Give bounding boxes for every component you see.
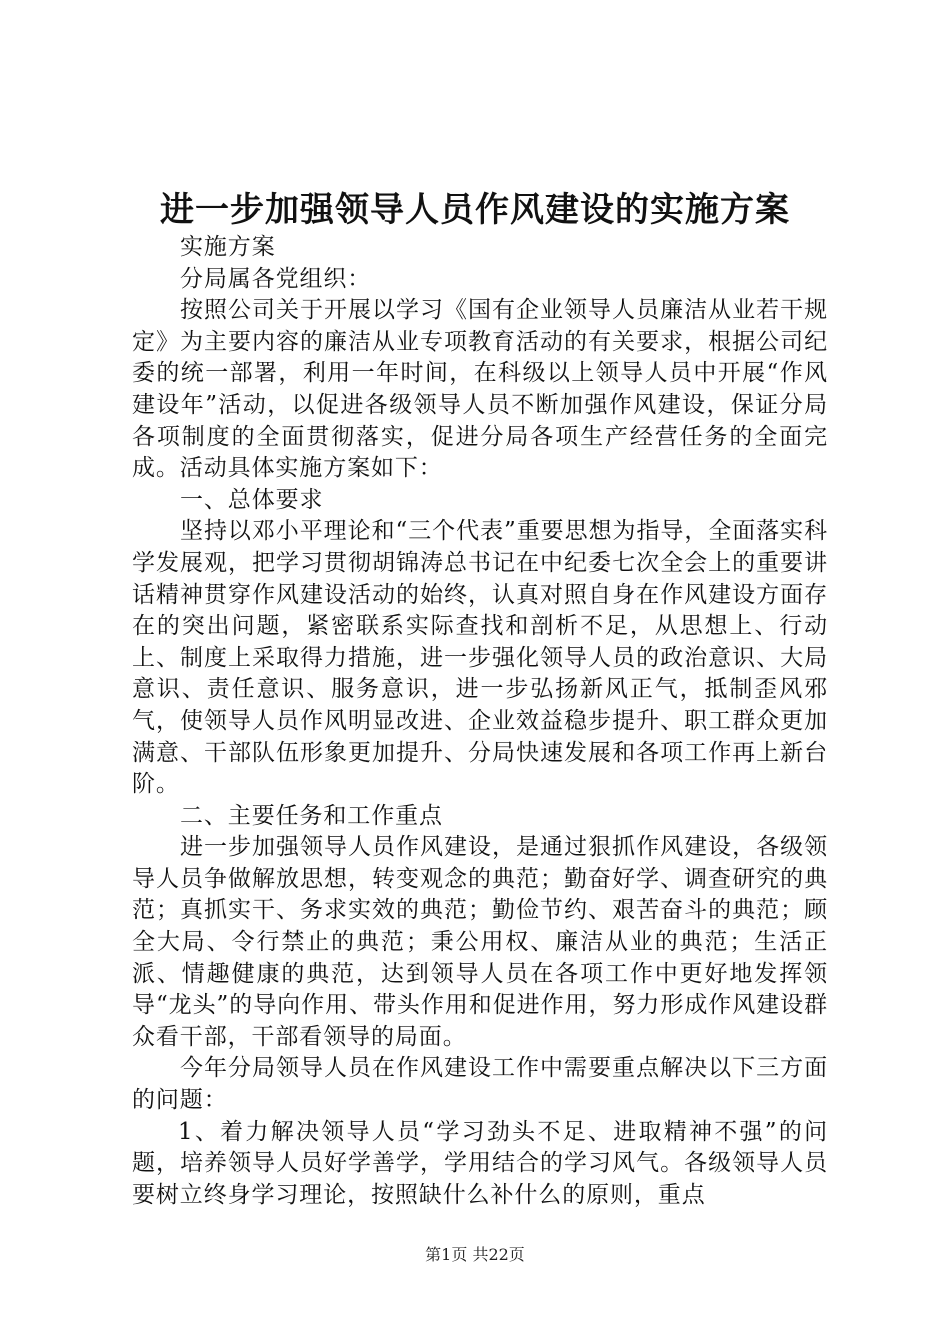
paragraph-three-problems: 今年分局领导人员在作风建设工作中需要重点解决以下三方面的问题：: [132, 1055, 828, 1114]
paragraph-item-1: 1、着力解决领导人员“学习劲头不足、进取精神不强”的问题，培养领导人员好学善学，学用结合的学习风气。各级领导人员要树立终身学习理论，按照缺什么补什么的原则，重点: [132, 1118, 828, 1208]
page-number-footer: 第1页 共22页: [425, 1245, 525, 1264]
document-body: [132, 232, 828, 1211]
paragraph-introduction: 按照公司关于开展以学习《国有企业领导人员廉洁从业若干规定》为主要内容的廉洁从业专项教育活动的有关要求，根据公司纪委的统一部署，利用一年时间，在科级以上领导人员中开展“作风建设年”活动，以促进各级领导人员不断加强作风建设，保证分局各项制度的全面贯彻落实，促进分局各项生产经营任务的全面完成。活动具体实施方案如下：: [132, 297, 828, 482]
paragraph-general-requirements: 坚持以邓小平理论和“三个代表”重要思想为指导，全面落实科学发展观，把学习贯彻胡锦涛总书记在中纪委七次全会上的重要讲话精神贯穿作风建设活动的始终，认真对照自身在作风建设方面存在的突出问题，紧密联系实际查找和剖析不足，从思想上、行动上、制度上采取得力措施，进一步强化领导人员的政治意识、大局意识、责任意识、服务意识，进一步弘扬新风正气，抵制歪风邪气，使领导人员作风明显改进、企业效益稳步提升、职工群众更加满意、干部队伍形象更加提升、分局快速发展和各项工作再上新台阶。: [132, 518, 828, 798]
section-heading-general-requirements: 一、总体要求: [180, 486, 324, 513]
paragraph-plan-label: 实施方案: [180, 234, 276, 260]
paragraph-salutation: 分局属各党组织：: [180, 265, 372, 292]
document-title: 进一步加强领导人员作风建设的实施方案: [160, 190, 790, 230]
section-heading-main-tasks: 二、主要任务和工作重点: [180, 802, 443, 829]
paragraph-main-tasks: 进一步加强领导人员作风建设，是通过狠抓作风建设，各级领导人员争做解放思想，转变观念的典范；勤奋好学、调查研究的典范；真抓实干、务求实效的典范；勤俭节约、艰苦奋斗的典范；顾全大局、令行禁止的典范；秉公用权、廉洁从业的典范；生活正派、情趣健康的典范，达到领导人员在各项工作中更好地发挥领导“龙头”的导向作用、带头作用和促进作用，努力形成作风建设群众看干部，干部看领导的局面。: [132, 834, 828, 1050]
